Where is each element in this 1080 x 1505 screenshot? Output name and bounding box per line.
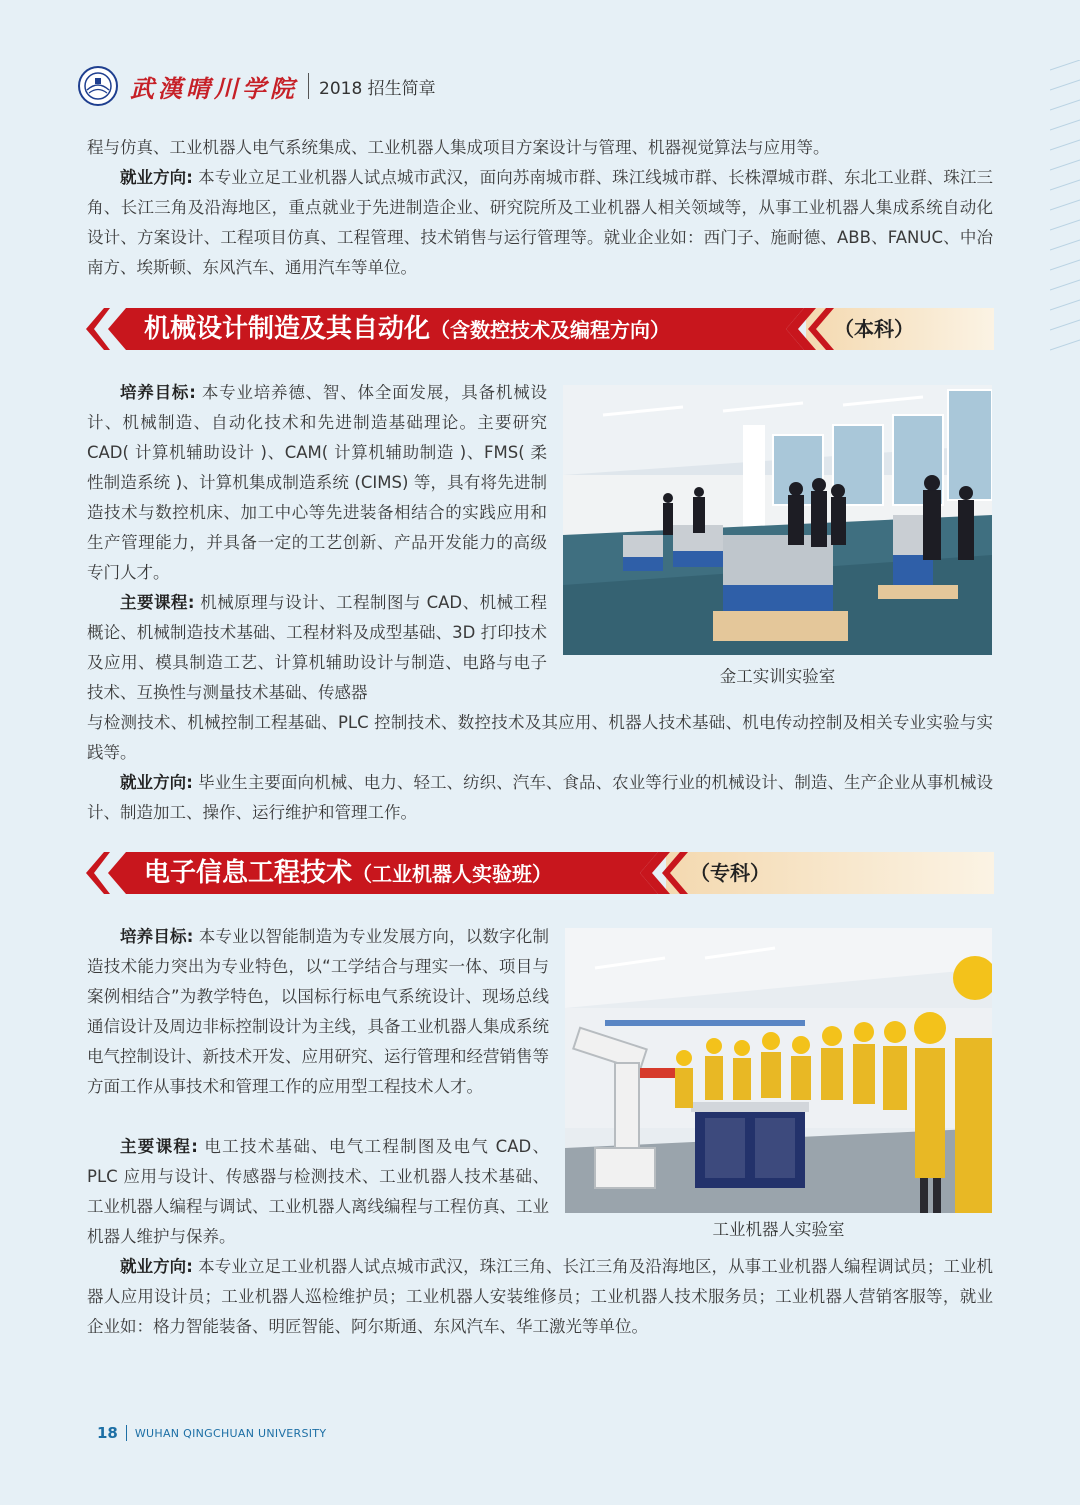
header-divider <box>308 73 309 99</box>
section2-title <box>144 852 552 894</box>
section2-banner <box>86 852 994 894</box>
section2-title-sub: （工业机器人实验班） <box>352 862 553 886</box>
header-subtitle: 2018 招生简章 <box>319 78 436 99</box>
section1-goal-label: 培养目标: <box>120 383 196 402</box>
intro-employment <box>87 163 993 283</box>
footer-divider <box>126 1425 127 1441</box>
section2-title-main: 电子信息工程技术 <box>144 858 353 888</box>
section1-course-label: 主要课程: <box>120 593 195 612</box>
decorative-lines <box>1050 60 1080 360</box>
section2-employment <box>87 1252 993 1342</box>
section1-course <box>87 588 547 708</box>
page-footer <box>97 1422 326 1444</box>
school-seal-icon <box>78 66 118 106</box>
section1-course-cont <box>87 708 993 768</box>
page-number: 18 <box>97 1424 118 1442</box>
section1-title-sub: （含数控技术及编程方向） <box>430 318 671 342</box>
section2-goal <box>87 922 549 1102</box>
intro-employ-text: 本专业立足工业机器人试点城市武汉，面向苏南城市群、珠江线城市群、长株潭城市群、东北工业群、珠江三角、长江三角及沿海地区，重点就业于先进制造企业、研究院所及工业机器人相关领域等，从事工业机器人集成系统自动化设计、方案设计、工程项目仿真、工程管理、技术销售与运行管理等。就业企业如：西门子、施耐德、ABB、FANUC、中冶南方、埃斯顿、东风汽车、通用汽车等单位。 <box>87 168 993 277</box>
section1-employment <box>87 768 993 828</box>
workshop-photo <box>563 385 992 655</box>
section2-goal-text: 本专业以智能制造为专业发展方向，以数字化制造技术能力突出为专业特色，以“工学结合与理实一体、项目与案例相结合”为教学特色，以国标行标电气系统设计、现场总线通信设计及周边非标控制设计为主线，具备工业机器人集成系统电气控制设计、新技术开发、应用研究、运行管理和经营销售等方面工作从事技术和管理工作的应用型工程技术人才。 <box>87 927 549 1096</box>
robot-lab-photo-caption: 工业机器人实验室 <box>712 1220 845 1239</box>
section2-goal-label: 培养目标: <box>120 927 194 946</box>
section1-goal-text: 本专业培养德、智、体全面发展，具备机械设计、机械制造、自动化技术和先进制造基础理论。主要研究 CAD( 计算机辅助设计 )、CAM( 计算机辅助制造 )、FMS( 柔性制造系统 )、计算机集成制造系统 (CIMS) 等，具有将先进制造技术与数控机床、加工中心等先进装备相结合的实践应用和生产管理能力，并具备一定的工艺创新、产品开发能力的高级专门人才。 <box>87 383 547 582</box>
section2-course <box>87 1132 549 1252</box>
workshop-photo-caption: 金工实训实验室 <box>719 667 836 686</box>
intro-line <box>87 133 993 163</box>
section1-goal <box>87 378 547 588</box>
intro-employ-label: 就业方向: <box>120 168 193 187</box>
page-header <box>78 66 436 106</box>
section1-course-text-b: 与检测技术、机械控制工程基础、PLC 控制技术、数控技术及其应用、机器人技术基础、机电传动控制及相关专业实验与实践等。 <box>87 713 993 762</box>
school-name-logo: 武漢晴川学院 <box>130 73 298 103</box>
section2-course-text: 电工技术基础、电气工程制图及电气 CAD、PLC 应用与设计、传感器与检测技术、工业机器人技术基础、工业机器人编程与调试、工业机器人离线编程与工程仿真、工业机器人维护与保养。 <box>87 1137 549 1246</box>
section1-course-text-a: 机械原理与设计、工程制图与 CAD、机械工程概论、机械制造技术基础、工程材料及成型基础、3D 打印技术及应用、模具制造工艺、计算机辅助设计与制造、电路与电子技术、互换性与测量技术基础、传感器 <box>87 593 547 702</box>
section2-employ-text: 本专业立足工业机器人试点城市武汉，珠江三角、长江三角及沿海地区，从事工业机器人编程调试员；工业机器人应用设计员；工业机器人巡检维护员；工业机器人安装维修员；工业机器人技术服务员；工业机器人营销客服等，就业企业如：格力智能装备、明匠智能、阿尔斯通、东风汽车、华工激光等单位。 <box>87 1257 993 1336</box>
section1-title <box>144 308 670 350</box>
section1-banner <box>86 308 994 350</box>
intro-line-text: 程与仿真、工业机器人电气系统集成、工业机器人集成项目方案设计与管理、机器视觉算法与应用等。 <box>87 138 830 157</box>
footer-university: WUHAN QINGCHUAN UNIVERSITY <box>134 1426 327 1440</box>
section1-employ-text: 毕业生主要面向机械、电力、轻工、纺织、汽车、食品、农业等行业的机械设计、制造、生产企业从事机械设计、制造加工、操作、运行维护和管理工作。 <box>87 773 993 822</box>
robot-lab-photo <box>565 928 992 1213</box>
section1-title-main: 机械设计制造及其自动化 <box>144 314 431 344</box>
section1-level: （本科） <box>834 317 914 341</box>
section1-employ-label: 就业方向: <box>120 773 193 792</box>
section2-course-label: 主要课程: <box>120 1137 198 1156</box>
section2-level: （专科） <box>690 861 770 885</box>
section2-employ-label: 就业方向: <box>120 1257 193 1276</box>
